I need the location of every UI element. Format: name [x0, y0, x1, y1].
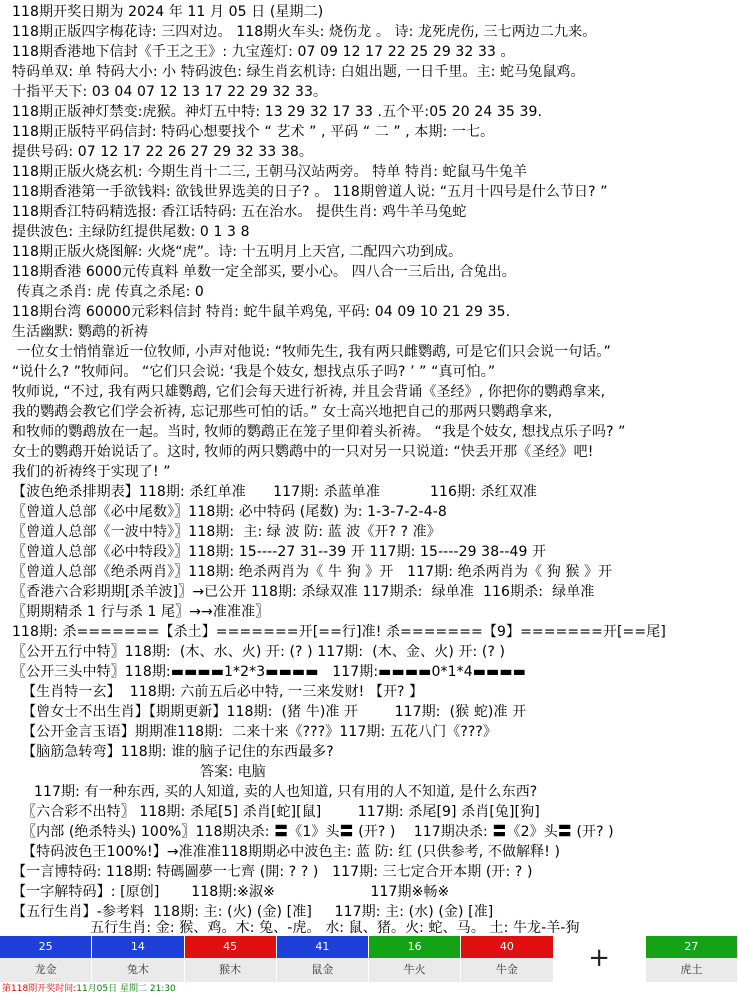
ball-zodiac: 兔木: [92, 958, 183, 982]
text-line: 118期香港 6000元传真料 单数一定全部买, 要小心。 四八合一三后出, 合兔出。: [12, 264, 516, 280]
ball-number: 27: [646, 936, 737, 958]
text-line: 【特码波色王100%!】→准准准118期期必中波色主: 蓝 防: 红 (只供参考, 不做解释! ): [22, 844, 561, 860]
next-draw-footer: [0, 982, 738, 996]
ball-zodiac: 牛金: [461, 958, 552, 982]
text-line: 〖曾道人总部《必中尾数》〗118期: 必中特码 (尾数) 为: 1-3-7-2-4-8: [12, 504, 447, 520]
text-line: 十指平天下: 03 04 07 12 13 17 22 29 32 33。: [12, 84, 328, 100]
text-line: 118期香江特码精选报: 香江话特码: 五在治水。 提供生肖: 鸡牛羊马兔蛇: [12, 204, 467, 220]
text-line: 〖曾道人总部《必中特段》〗118期: 15----27 31--39 开 117期: 15----29 38--49 开: [12, 544, 547, 560]
special-ball: [646, 936, 738, 982]
text-line: 〖六合彩不出特〗 118期: 杀尾[5] 杀肖[蛇][鼠] 117期: 杀尾[9] 杀肖[兔][狗]: [22, 804, 540, 820]
text-line: 118期正版特平码信封: 特码心想要找个 “ 艺术 ” , 平码 “ 二 ” , 本期: 一七。: [12, 124, 495, 140]
answer-line: 答案: 电脑: [200, 764, 266, 780]
text-line: 〖内部 (绝杀特头) 100%〗118期决杀: 〓《1》头〓 (开? ) 117期决杀: 〓《2》头〓 (开? ): [22, 824, 614, 840]
ball-number: 41: [277, 936, 368, 958]
text-line: 特码单双: 单 特码大小: 小 特码波色: 绿生肖玄机诗: 白姐出题, 一日千里。主: 蛇马兔鼠鸡。: [12, 64, 585, 80]
plus-separator: [554, 936, 646, 982]
ball-zodiac: 牛火: [369, 958, 460, 982]
text-line: 〖曾道人总部《绝杀两肖》〗118期: 绝杀两肖为《 牛 狗 》开 117期: 绝杀两肖为《 狗 猴 》开: [12, 564, 613, 580]
text-line: 【波色绝杀排期表】118期: 杀红单准 117期: 杀蓝单准 116期: 杀红双准: [12, 484, 537, 500]
result-ball-bar: [0, 936, 738, 982]
text-line: 【五行生肖】-参考料 118期: 主: (火) (金) [准] 117期: 主: (水) (金) [准]: [12, 904, 494, 920]
text-line: 【一字解特码】: [原创] 118期:※淑※ 117期※畅※: [12, 884, 450, 900]
text-line: 五行生肖: 金: 猴、鸡。木: 兔、-虎。 水: 鼠、猪。火: 蛇、马。 土: 牛龙-羊-狗: [90, 920, 580, 936]
text-line: 118期香港第一手欲钱料: 欲钱世界选美的日子? 。 118期曾道人说: “五月十四号是什么节日? ”: [12, 184, 608, 200]
text-line: 提供波色: 主绿防红提供尾数: 0 1 3 8: [12, 224, 250, 240]
text-line: 118期: 杀=======【杀土】=======开[==行]准! 杀=======【9】=======开[==尾]: [12, 624, 666, 640]
text-line: 〖香港六合彩期期[杀羊波]〗→已公开 118期: 杀绿双准 117期杀: 绿单准 116期杀: 绿单准: [12, 584, 595, 600]
ball-zodiac: 鼠金: [277, 958, 368, 982]
result-ball: [461, 936, 553, 982]
text-line: 118期正版火烧玄机: 今期生肖十二三, 王朝马汉站两旁。 特单 特肖: 蛇鼠马牛兔羊: [12, 164, 528, 180]
joke-title: 生活幽默: 鹦鹉的祈祷: [12, 324, 149, 340]
result-ball: [369, 936, 461, 982]
ball-zodiac: 龙金: [0, 958, 91, 982]
joke-paragraph: 女士的鹦鹉开始说话了。这时, 牧师的两只鹦鹉中的一只对另一只说道: “快丢开那《圣经》吧!: [12, 444, 594, 460]
text-line: 118期正版神灯禁变:虎猴。神灯五中特: 13 29 32 17 33 .五个平:05 20 24 35 39.: [12, 104, 543, 120]
text-line: 提供号码: 07 12 17 22 26 27 29 32 33 38。: [12, 144, 313, 160]
text-line: 〖公开五行中特〗118期: (木、水、火) 开: (? ) 117期: (木、金、火) 开: (? ): [12, 644, 506, 660]
text-line: 〖曾道人总部《一波中特》〗118期: 主: 绿 波 防: 蓝 波《开? ? 准》: [12, 524, 441, 540]
joke-paragraph: “说什么? ”牧师问。 “它们只会说: ‘我是个妓女, 想找点乐子吗? ’ ” “真可怕。”: [12, 364, 496, 380]
result-ball: [277, 936, 369, 982]
joke-paragraph: 我们的祈祷终于实现了! ”: [12, 464, 171, 480]
ball-number: 40: [461, 936, 552, 958]
draw-date-line: 118期开奖日期为 2024 年 11 月 05 日 (星期二): [12, 4, 324, 20]
joke-paragraph: 一位女士悄悄靠近一位牧师, 小声对他说: “牧师先生, 我有两只雌鹦鹉, 可是它们只会说一句话。”: [12, 344, 611, 360]
text-line: 【公开金言玉语】期期准118期: 二来十来《???》117期: 五花八门《???》: [22, 724, 498, 740]
next-draw-time: 11月05日 星期二 21:30: [76, 984, 176, 994]
text-line: 【曾女士不出生肖】【期期更新】118期: (猪 牛)准 开 117期: (猴 蛇)准 开: [22, 704, 527, 720]
next-draw-label: 第118期开奖时间:: [2, 984, 77, 994]
result-ball: [0, 936, 92, 982]
text-line: 【生肖特一玄】 118期: 六前五后必中特, 一三来发财! 【开? 】: [22, 684, 424, 700]
text-line: 〖公开三头中特〗118期:▬▬▬▬1*2*3▬▬▬▬ 117期:▬▬▬▬0*1*4▬▬▬▬: [12, 664, 527, 680]
text-line: 【一言博特码: 118期: 特碼圖夢一七齊 (開: ? ? ) 117期: 三七定合开本期 (开: ? ): [12, 864, 533, 880]
text-line: 117期: 有一种东西, 买的人知道, 卖的人也知道, 只有用的人不知道, 是什么东西?: [34, 784, 538, 800]
joke-paragraph: 我的鹦鹉会教它们学会祈祷, 忘记那些可怕的话。” 女士高兴地把自己的那两只鹦鹉拿来,: [12, 404, 553, 420]
ball-number: 16: [369, 936, 460, 958]
result-ball: [92, 936, 184, 982]
plus-icon: +: [554, 936, 645, 982]
text-line: 118期正版火烧图解: 火烧“虎”。诗: 十五明月上天宫, 二配四六功到成。: [12, 244, 463, 260]
text-line: 118期台湾 60000元彩料信封 特肖: 蛇牛鼠羊鸡兔, 平码: 04 09 10 21 29 35.: [12, 304, 511, 320]
result-ball: [185, 936, 277, 982]
joke-paragraph: 牧师说, “不过, 我有两只雄鹦鹉, 它们会每天进行祈祷, 并且会背诵《圣经》, 你把你的鹦鹉拿来,: [12, 384, 606, 400]
ball-number: 25: [0, 936, 91, 958]
ball-zodiac: 猴木: [185, 958, 276, 982]
text-line: 118期正版四字梅花诗: 三四对边。 118期火车头: 烧伤龙 。 诗: 龙死虎伤, 三七两边二九来。: [12, 24, 597, 40]
text-line: 118期香港地下信封《千王之王》: 九宝莲灯: 07 09 12 17 22 25 29 32 33 。: [12, 44, 515, 60]
joke-paragraph: 和牧师的鹦鹉放在一起。当时, 牧师的鹦鹉正在笼子里仰着头祈祷。 “我是个妓女, 想找点乐子吗? ”: [12, 424, 626, 440]
text-line: 传真之杀肖: 虎 传真之杀尾: 0: [12, 284, 204, 300]
ball-number: 14: [92, 936, 183, 958]
text-line: 〖期期精杀 1 行与杀 1 尾〗→→准准准〗: [12, 604, 270, 620]
text-line: 【脑筋急转弯】118期: 谁的脑子记住的东西最多?: [22, 744, 334, 760]
ball-zodiac: 虎土: [646, 958, 737, 982]
ball-number: 45: [185, 936, 276, 958]
